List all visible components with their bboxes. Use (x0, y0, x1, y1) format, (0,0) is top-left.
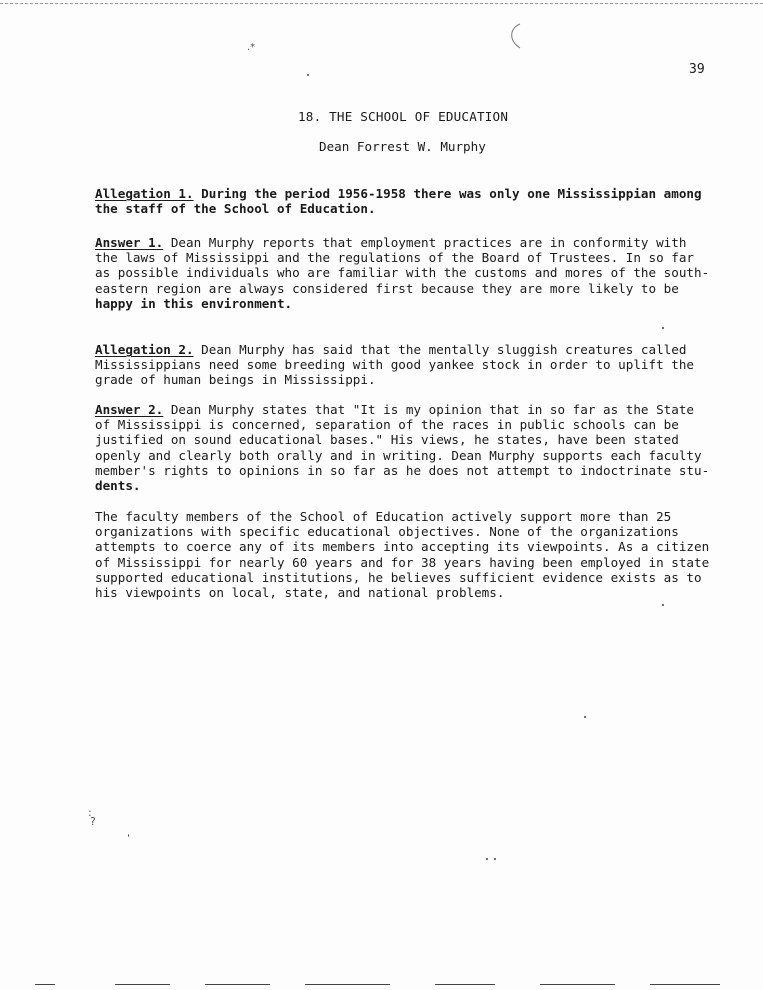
paragraph-line: happy in this environment. (95, 295, 293, 311)
scan-top-border (0, 3, 763, 4)
paragraph-line: Allegation 2. Dean Murphy has said that the mentally sluggish creatures called (95, 342, 687, 357)
paragraph-line: justified on sound educational bases." His views, he states, have been stated (95, 432, 679, 448)
paragraph-line: of Mississippi for nearly 60 years and for 38 years having been employed in state (95, 554, 710, 570)
paragraph-line: eastern region are always considered first because they are more likely to be (95, 280, 679, 296)
scan-speck (128, 834, 129, 837)
paragraph-line: Allegation 1. During the period 1956-1958 there was only one Mississippian among (95, 186, 702, 201)
paragraph-line: The faculty members of the School of Education actively support more than 25 (95, 509, 672, 524)
allegation-2-paragraph (95, 342, 715, 388)
scan-bottom-rule (35, 984, 55, 985)
faculty-paragraph (95, 509, 715, 600)
paragraph-line: the laws of Mississippi and the regulations of the Board of Trustees. In so far (95, 250, 694, 266)
allegation-1-label: Allegation 1. (95, 186, 194, 201)
scan-speck (662, 327, 664, 329)
scan-bottom-rule (115, 984, 170, 985)
paragraph-line: the staff of the School of Education. (95, 201, 376, 217)
paragraph-line: organizations with specific educational objectives. None of the organizations (95, 524, 679, 540)
scan-speck (486, 858, 488, 860)
allegation-1-paragraph (95, 186, 715, 216)
scan-speck (494, 858, 496, 860)
paragraph-line: dents. (95, 478, 141, 494)
scan-bottom-rule (540, 984, 615, 985)
paragraph-line: as possible individuals who are familiar with the customs and mores of the south- (95, 265, 710, 281)
paragraph-line: Answer 1. Dean Murphy reports that employment practices are in conformity with (95, 235, 687, 250)
paragraph-line: supported educational institutions, he believes sufficient evidence exists as to (95, 569, 702, 585)
answer-2-paragraph (95, 402, 715, 493)
scan-bottom-rule (650, 984, 720, 985)
page-number: 39 (689, 62, 705, 77)
paragraph-line: openly and clearly both orally and in writing. Dean Murphy supports each faculty (95, 447, 702, 463)
dean-name: Dean Forrest W. Murphy (319, 139, 486, 154)
answer-2-label: Answer 2. (95, 402, 164, 417)
paragraph-line: his viewpoints on local, state, and national problems. (95, 585, 505, 601)
paragraph-line: grade of human beings in Mississippi. (95, 372, 376, 388)
answer-1-label: Answer 1. (95, 235, 164, 250)
scan-mark: : (88, 806, 92, 819)
paragraph-line: member's rights to opinions in so far as he does not attempt to indoctrinate stu- (95, 462, 710, 478)
scan-speck (307, 74, 309, 76)
paragraph-line: of Mississippi is concerned, separation of the races in public schools can be (95, 417, 679, 433)
section-title: 18. THE SCHOOL OF EDUCATION (298, 109, 509, 124)
scan-speck (584, 716, 586, 718)
scan-curl-mark (506, 22, 528, 52)
scan-bottom-rule (205, 984, 270, 985)
scan-speck (662, 604, 664, 606)
paragraph-line: Answer 2. Dean Murphy states that "It is my opinion that in so far as the State (95, 402, 694, 417)
paragraph-line: attempts to coerce any of its members into accepting its viewpoints. As a citizen (95, 539, 710, 555)
answer-1-paragraph (95, 235, 715, 311)
scan-mark: .* (247, 42, 256, 53)
allegation-2-label: Allegation 2. (95, 342, 194, 357)
paragraph-line: Mississippians need some breeding with good yankee stock in order to uplift the (95, 357, 694, 373)
scan-mark: ? (90, 815, 96, 828)
scan-bottom-rule (305, 984, 390, 985)
scan-bottom-rule (435, 984, 495, 985)
